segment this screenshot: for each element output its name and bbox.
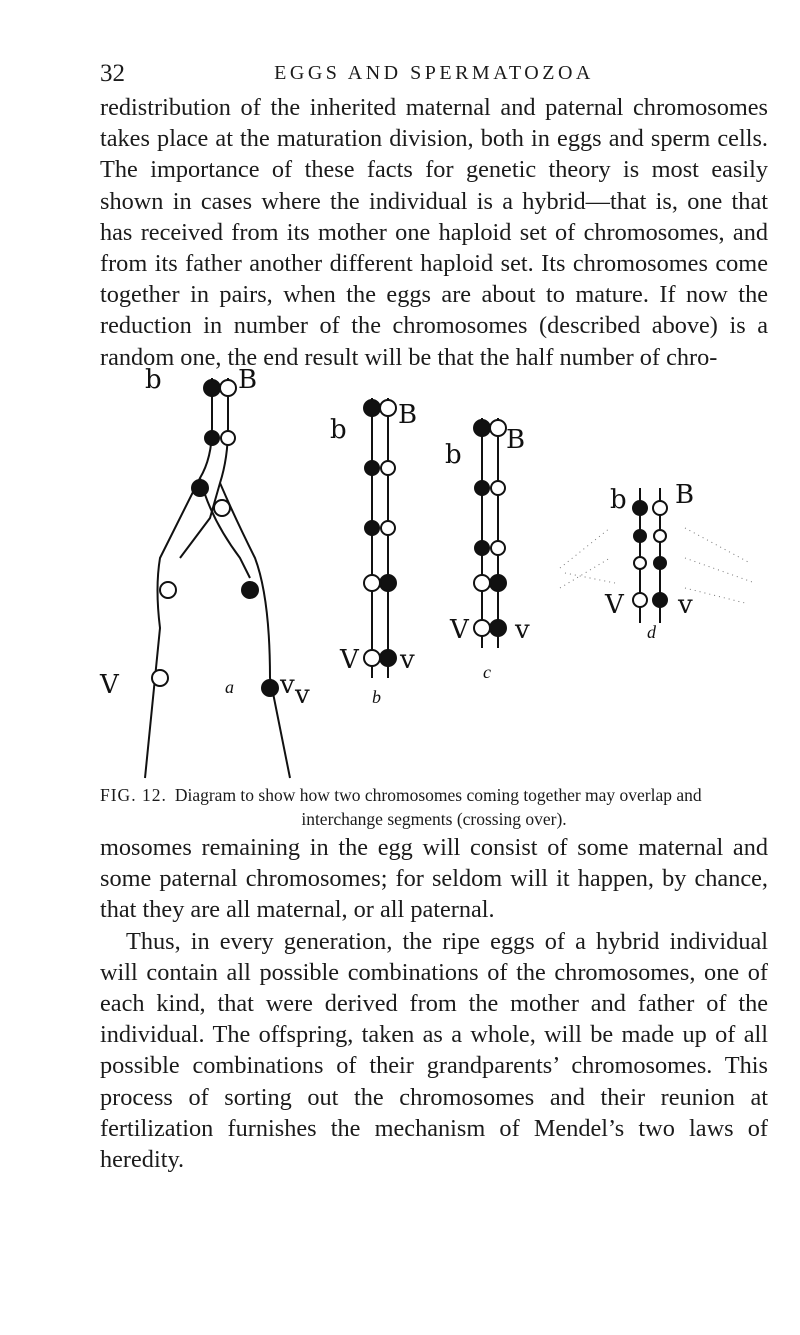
panel-b-panel-label: b [372, 687, 381, 707]
panel-a-label-v: v [280, 670, 295, 700]
panel-c-label-V: V [450, 615, 469, 645]
panel-a-label-b: b [145, 365, 162, 395]
panel-c-label-b: b [445, 440, 462, 470]
panel-a-label-V: V [100, 670, 119, 700]
caption-line-2: interchange segments (crossing over). [301, 809, 567, 829]
body-paragraph-2b: Thus, in every generation, the ripe eggs of a hybrid individual will contain all possible combinations of the chromosomes, one of each kind, that were derived from the mother and father of the individual. The offspring, taken as a whole, will be made up of all possible combinations of their grandparents’ chromosomes. This process of sorting out the chromosomes and their reunion at fertilization furnishes the mechanism of Mendel’s two laws of heredity. [100, 927, 768, 1174]
page-header [100, 60, 768, 94]
crossing-over-diagram [100, 358, 780, 778]
page-number: 32 [100, 60, 125, 87]
panel-b-label-V: V [340, 645, 359, 675]
body-paragraph-1: redistribution of the inherited maternal and paternal chromosomes takes place at the maturation division, both in eggs and sperm cells. The importance of these facts for genetic theory is most easily shown in cases where the individual is a hybrid—that is, one that has received from its mother one haploid set of chromosomes, and from its father another different haploid set. Its chromosomes come together in pairs, when the eggs are about to mature. If now the reduction in number of the chromosomes (described above) is a random one, the end result will be that the half number of chro- [100, 94, 768, 371]
panel-c-label-B: B [506, 425, 526, 455]
body-continuation [100, 832, 768, 1175]
panel-b-label-b: b [330, 415, 347, 445]
panel-a-chromosomes [145, 378, 290, 778]
panel-d-label-b: b [610, 485, 627, 515]
panel-a-panel-label: a [225, 677, 234, 697]
running-head: EGGS AND SPERMATOZOA [274, 62, 594, 84]
panel-a-label-B: B [238, 365, 258, 395]
panel-d-label-V: V [605, 590, 624, 620]
panel-d-chromosomes [633, 488, 667, 623]
panel-c-label-v: v [515, 615, 530, 645]
panel-c-chromosomes [474, 418, 506, 648]
body-paragraph-2a: mosomes remaining in the egg will consist of some maternal and some paternal chromosomes; for seldom will it happen, by chance, that they are all maternal, or all paternal. [100, 834, 768, 924]
caption-line-1: Diagram to show how two chromosomes coming together may overlap and [174, 785, 702, 805]
panel-b-label-v-bottom: v [295, 680, 310, 710]
panel-b-chromosomes [364, 398, 396, 678]
panel-d-label-B: B [675, 480, 695, 510]
panel-d-label-v: v [678, 590, 693, 620]
figure-number: FIG. 12. [100, 785, 167, 805]
panel-b-label-v-right: v [400, 645, 415, 675]
panel-b-label-B: B [398, 400, 418, 430]
panel-c-panel-label: c [483, 662, 491, 682]
crossing-over-figure [100, 358, 780, 778]
figure-caption [100, 783, 768, 831]
panel-d-panel-label: d [647, 622, 656, 642]
